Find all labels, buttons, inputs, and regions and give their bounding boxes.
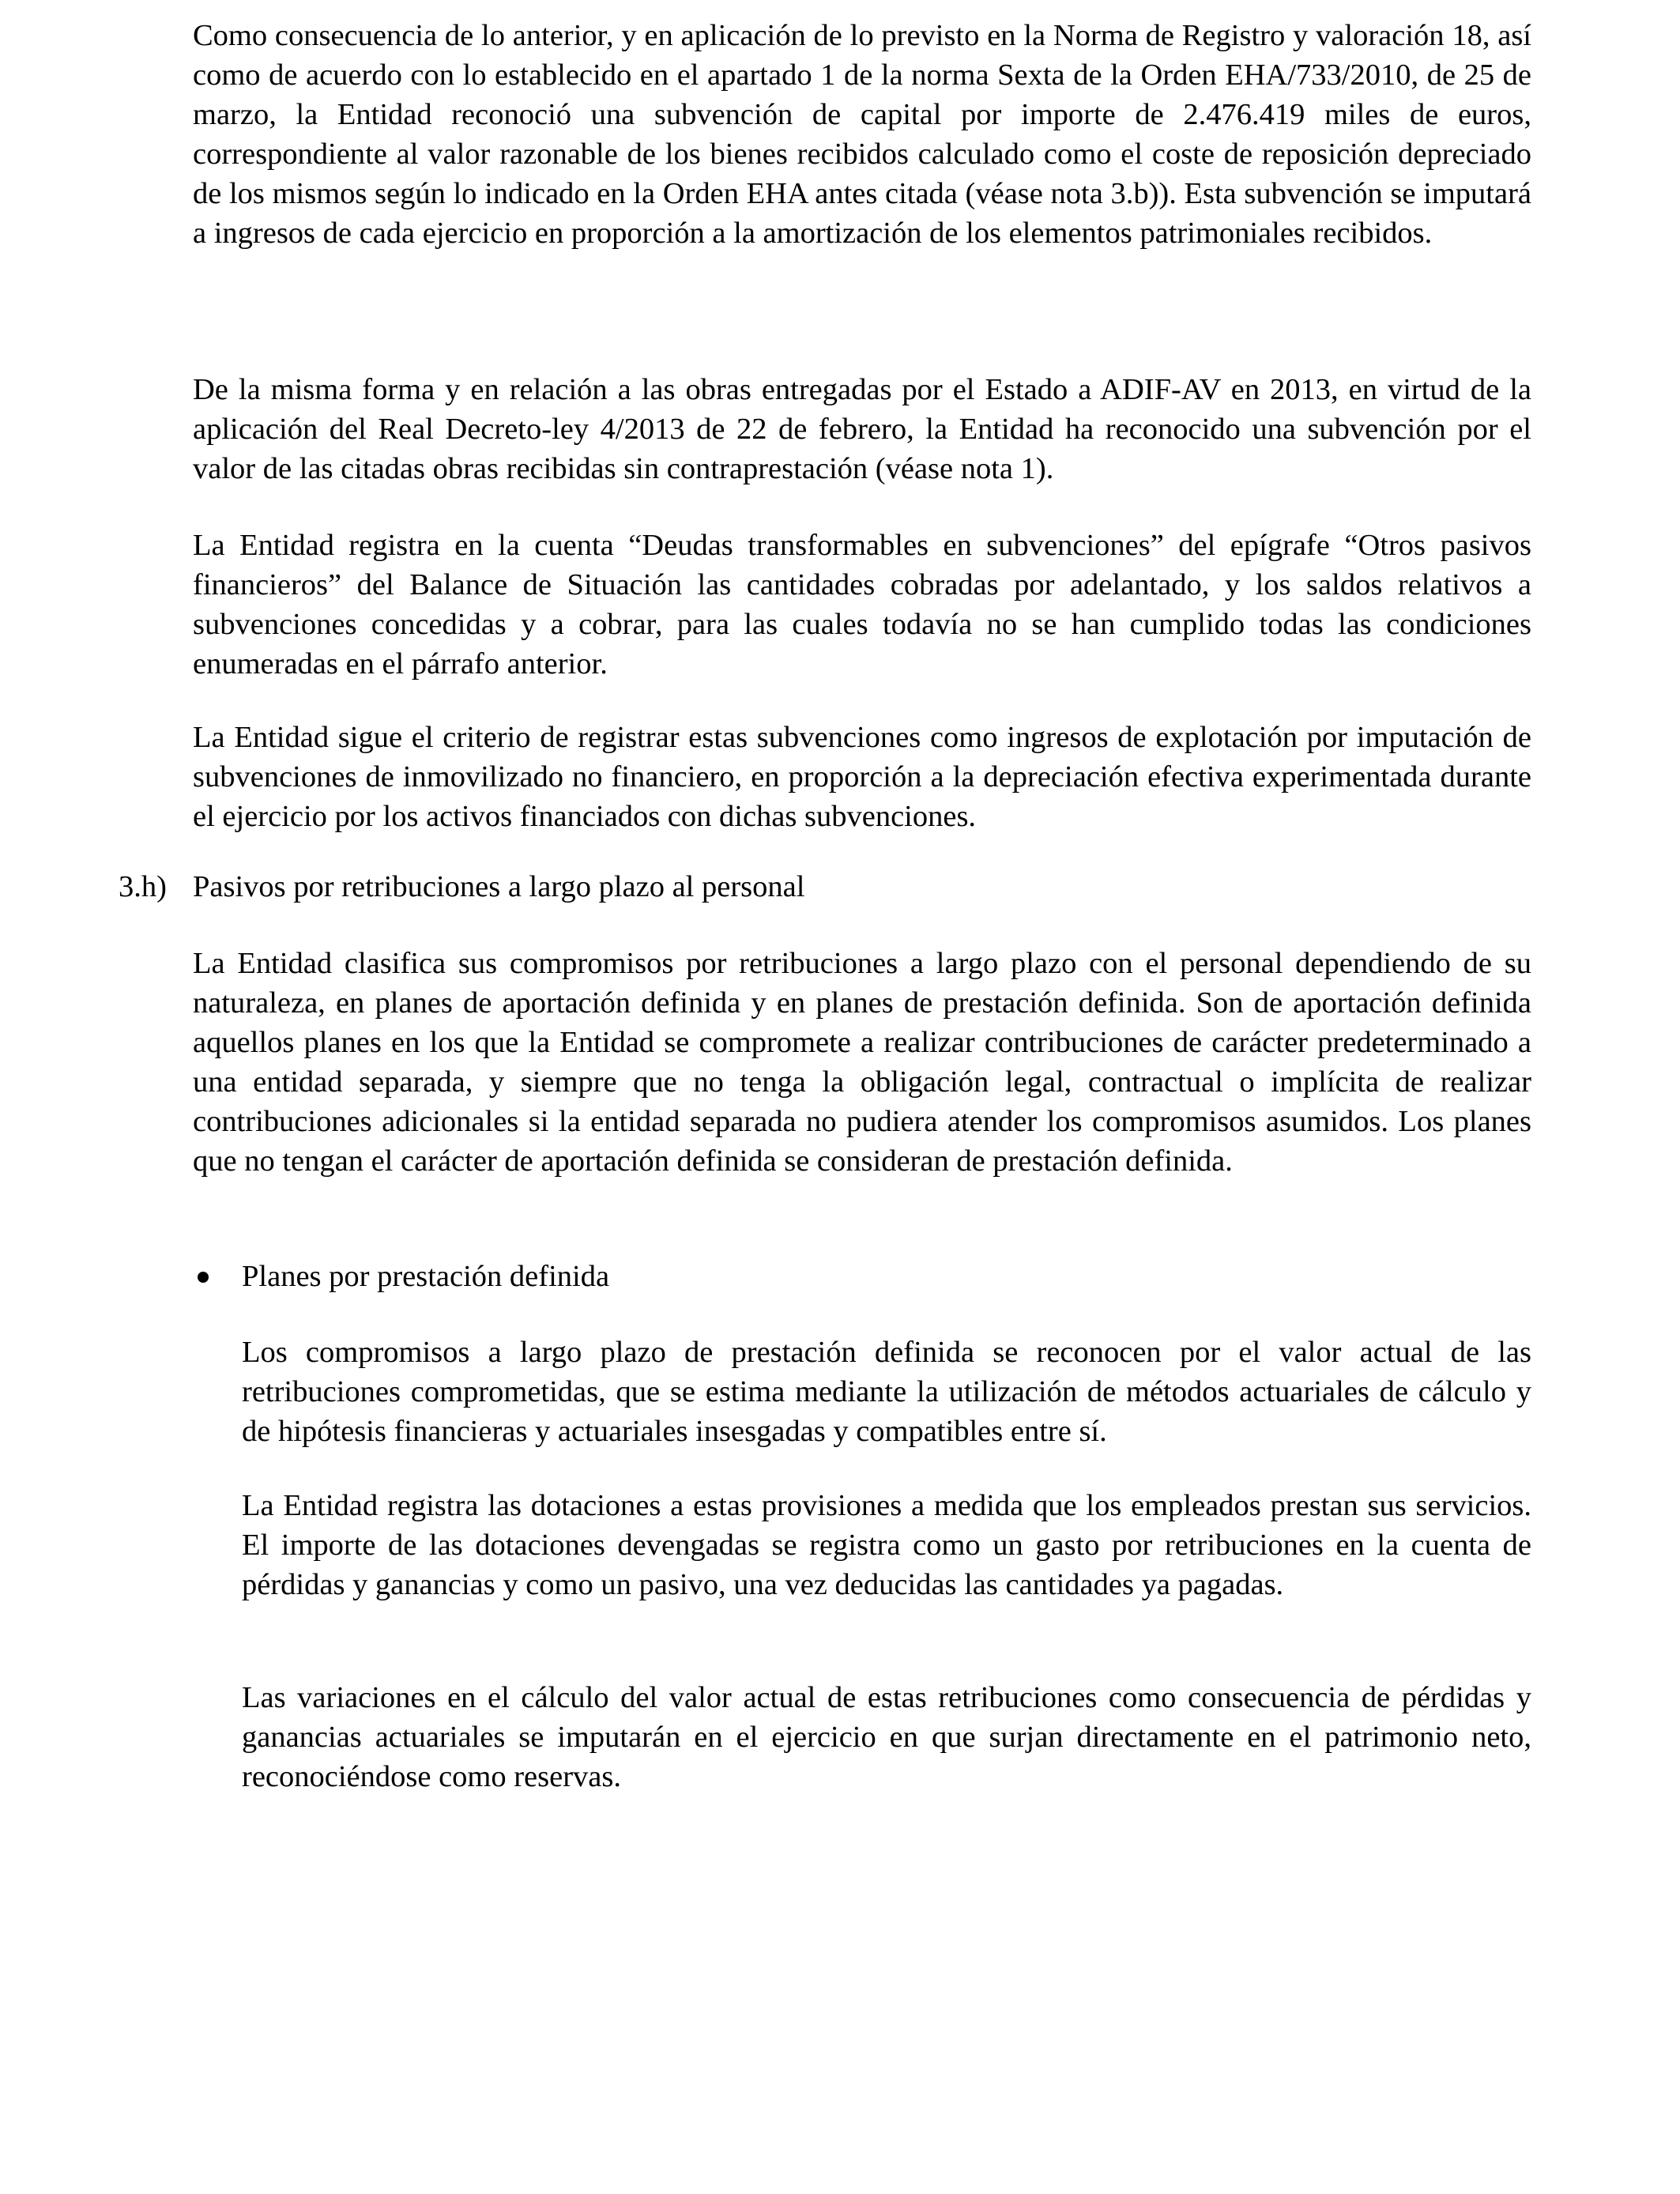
paragraph-deudas-transformables: La Entidad registra en la cuenta “Deudas transformables en subvenciones” del epígrafe “Otros pasivos financieros” del Balance de Situación las cantidades cobradas por adelantado, y los saldos relativos a subvenciones concedidas y a cobrar, para las cuales todavía no se han cumplido todas las condiciones enumeradas en el párrafo anterior. xyxy=(193,529,1531,680)
section-title: Pasivos por retribuciones a largo plazo al personal xyxy=(193,870,805,903)
paragraph-compromisos-largo-plazo: Los compromisos a largo plazo de prestación definida se reconocen por el valor actual de las retribuciones comprometidas, que se estima mediante la utilización de métodos actuariales de cálculo y de hipótesis financieras y actuariales insesgadas y compatibles entre sí. xyxy=(242,1336,1531,1448)
paragraph-dotaciones: La Entidad registra las dotaciones a estas provisiones a medida que los empleados prestan sus servicios. El importe de las dotaciones devengadas se registra como un gasto por retribuciones en la cuenta de pérdidas y ganancias y como un pasivo, una vez deducidas las cantidades ya pagadas. xyxy=(242,1489,1531,1601)
paragraph-variaciones-calculo: Las variaciones en el cálculo del valor actual de estas retribuciones como consecuencia de pérdidas y ganancias actuariales se imputarán en el ejercicio en que surjan directamente en el patrimonio neto, reconociéndose como reservas. xyxy=(242,1681,1531,1793)
paragraph-subvencion-capital: Como consecuencia de lo anterior, y en aplicación de lo previsto en la Norma de Registro y valoración 18, así como de acuerdo con lo establecido en el apartado 1 de la norma Sexta de la Orden EHA/733/2010, de 25 de marzo, la Entidad reconoció una subvención de capital por importe de 2.476.419 miles de euros, correspondiente al valor razonable de los bienes recibidos calculado como el coste de reposición depreciado de los mismos según lo indicado en la Orden EHA antes citada (véase nota 3.b)). Esta subvención se imputará a ingresos de cada ejercicio en proporción a la amortización de los elementos patrimoniales recibidos. xyxy=(193,19,1531,250)
bullet-icon xyxy=(198,1272,209,1283)
section-number: 3.h) xyxy=(119,870,167,903)
paragraph-criterio-registro: La Entidad sigue el criterio de registrar estas subvenciones como ingresos de explotación por imputación de subvenciones de inmovilizado no financiero, en proporción a la depreciación efectiva experimentada durante el ejercicio por los activos financiados con dichas subvenciones. xyxy=(193,721,1531,833)
paragraph-section-intro: La Entidad clasifica sus compromisos por retribuciones a largo plazo con el personal dependiendo de su naturaleza, en planes de aportación definida y en planes de prestación definida. Son de aportación definida aquellos planes en los que la Entidad se compromete a realizar contribuciones de carácter predeterminado a una entidad separada, y siempre que no tenga la obligación legal, contractual o implícita de realizar contribuciones adicionales si la entidad separada no pudiera atender los compromisos asumidos. Los planes que no tengan el carácter de aportación definida se consideran de prestación definida. xyxy=(193,947,1531,1178)
bullet-title: Planes por prestación definida xyxy=(242,1260,610,1293)
paragraph-obras-entregadas: De la misma forma y en relación a las obras entregadas por el Estado a ADIF-AV en 2013, en virtud de la aplicación del Real Decreto-ley 4/2013 de 22 de febrero, la Entidad ha reconocido una subvención por el valor de las citadas obras recibidas sin contraprestación (véase nota 1). xyxy=(193,373,1531,485)
